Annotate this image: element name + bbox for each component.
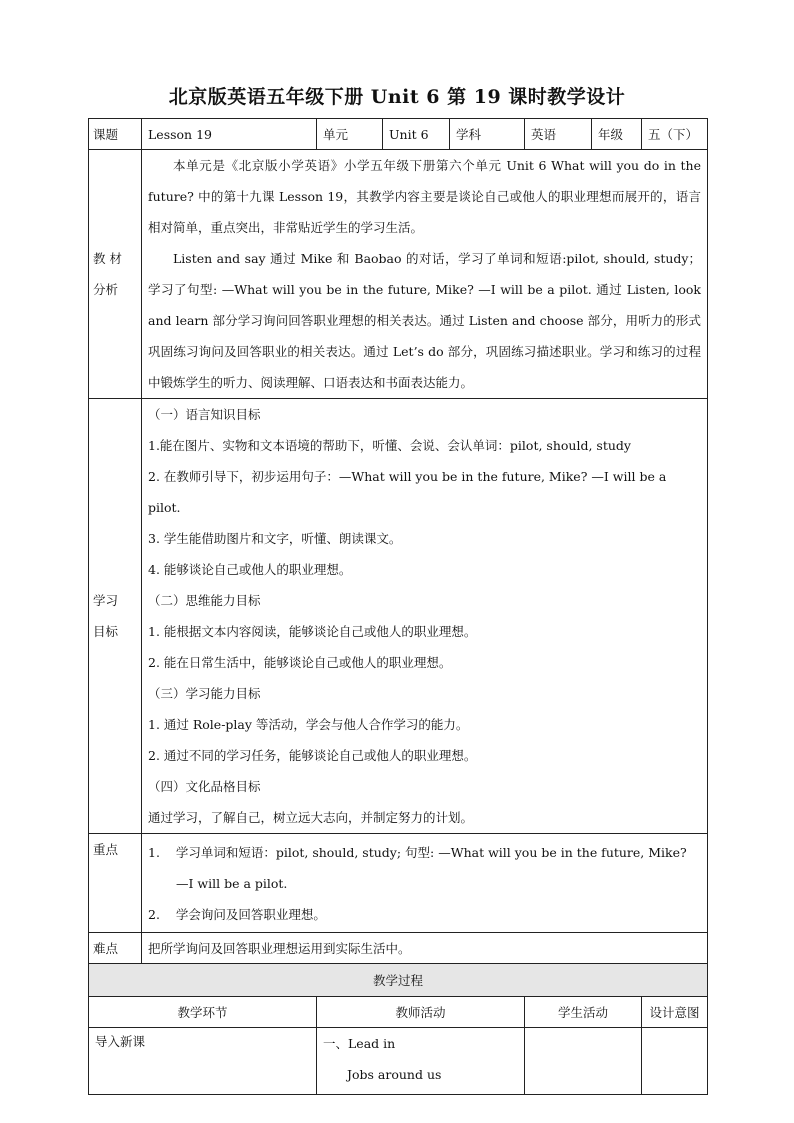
objective-line: （二）思维能力目标 (148, 593, 261, 608)
process-row (89, 1028, 708, 1095)
process-col-teacher: 教师活动 (317, 997, 525, 1028)
analysis-paragraph-2: Listen and say 通过 Mike 和 Baobao 的对话，学习了单词和短语:pilot, should, study；学习了句型: —What will you be in the future, Mike? —I will be a pilot. 通过 Listen, look and learn 部分学习询问回答职业理想的相关表达。通过 Listen and choose 部分，用听力的形式巩固练习询问及回答职业的相关表达。通过 Let’s do 部分，巩固练习描述职业。学习和练习的过程中锻炼学生的听力、阅读理解、口语表达和书面表达能力。 (148, 251, 701, 390)
objectives-row (89, 399, 708, 834)
analysis-label-line2: 分析 (93, 282, 119, 297)
objective-line: 1. 通过 Role-play 等活动，学会与他人合作学习的能力。 (148, 717, 469, 732)
objective-line: 1. 能根据文本内容阅读，能够谈论自己或他人的职业理想。 (148, 624, 477, 639)
difficulty-row (89, 933, 708, 964)
process-title: 教学过程 (89, 964, 708, 997)
process-student-activity (525, 1028, 642, 1095)
process-stage: 导入新课 (89, 1028, 317, 1095)
lead-in-line: 一、Lead in (323, 1036, 396, 1051)
keypoint-item-1: 1. 学习单词和短语：pilot, should, study; 句型: —What will you be in the future, Mike? —I will be a pilot. (148, 844, 687, 891)
process-title-row (89, 964, 708, 997)
unit-value: Unit 6 (383, 119, 450, 150)
info-row (89, 119, 708, 150)
jobs-line: Jobs around us (347, 1067, 442, 1082)
objectives-label-line1: 学习 (93, 593, 119, 608)
analysis-row (89, 150, 708, 399)
topic-value: Lesson 19 (142, 119, 317, 150)
objectives-label-line2: 目标 (93, 624, 119, 639)
process-design-intent (642, 1028, 708, 1095)
objective-line: 2. 在教师引导下，初步运用句子：—What will you be in the future, Mike? —I will be a pilot. (148, 469, 667, 515)
process-header-row (89, 997, 708, 1028)
page-title: 北京版英语五年级下册 Unit 6 第 19 课时教学设计 (168, 86, 626, 108)
difficulty-content: 把所学询问及回答职业理想运用到实际生活中。 (142, 933, 708, 964)
objectives-label (89, 399, 142, 834)
lesson-plan-table (88, 118, 708, 1095)
objective-line: 通过学习，了解自己，树立远大志向，并制定努力的计划。 (148, 810, 474, 825)
process-col-student: 学生活动 (525, 997, 642, 1028)
analysis-label-line1: 教 材 (93, 251, 122, 266)
objective-line: （四）文化品格目标 (148, 779, 261, 794)
objectives-content (142, 399, 708, 834)
objective-line: 1.能在图片、实物和文本语境的帮助下，听懂、会说、会认单词：pilot, should, study (148, 438, 631, 453)
topic-label: 课题 (89, 119, 142, 150)
unit-label: 单元 (317, 119, 383, 150)
keypoints-row (89, 834, 708, 933)
process-teacher-activity (317, 1028, 525, 1095)
subject-label: 学科 (450, 119, 525, 150)
subject-value: 英语 (525, 119, 592, 150)
keypoints-content (142, 834, 708, 933)
objective-line: 3. 学生能借助图片和文字，听懂、朗读课文。 (148, 531, 402, 546)
analysis-paragraph-1: 本单元是《北京版小学英语》小学五年级下册第六个单元 Unit 6 What will you do in the future? 中的第十九课 Lesson 19，其教学内容主要是谈论自己或他人的职业理想而展开的，语言相对简单，重点突出，非常贴近学生的学习生活。 (148, 158, 701, 235)
objective-line: 4. 能够谈论自己或他人的职业理想。 (148, 562, 352, 577)
grade-value: 五（下） (642, 119, 708, 150)
objective-line: 2. 通过不同的学习任务，能够谈论自己或他人的职业理想。 (148, 748, 477, 763)
difficulty-label: 难点 (89, 933, 142, 964)
analysis-label (89, 150, 142, 399)
keypoint-item-2: 2. 学会询问及回答职业理想。 (148, 906, 326, 922)
process-col-stage: 教学环节 (89, 997, 317, 1028)
analysis-content (142, 150, 708, 399)
objective-line: （一）语言知识目标 (148, 407, 261, 422)
keypoints-label: 重点 (89, 834, 142, 933)
process-col-intent: 设计意图 (642, 997, 708, 1028)
grade-label: 年级 (592, 119, 642, 150)
objective-line: （三）学习能力目标 (148, 686, 261, 701)
objective-line: 2. 能在日常生活中，能够谈论自己或他人的职业理想。 (148, 655, 452, 670)
